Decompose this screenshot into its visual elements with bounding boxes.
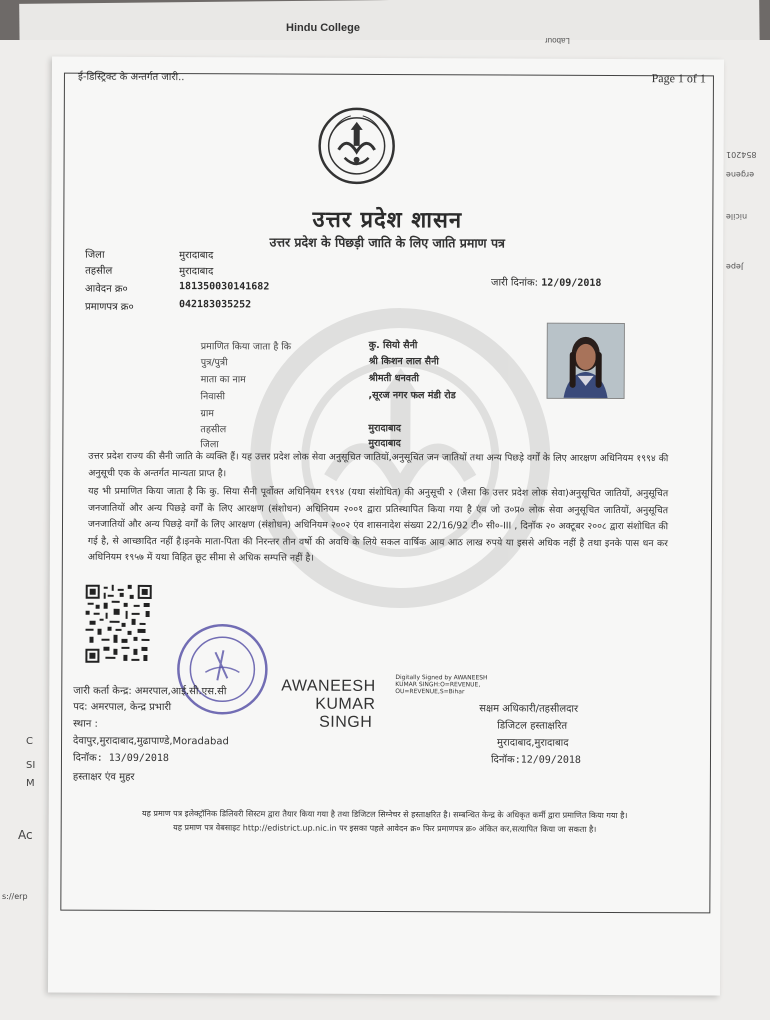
background-college-text: Hindu College — [286, 22, 360, 34]
certificate-subtitle: उत्तर प्रदेश के पिछड़ी जाति के लिए जाति प्रमाण पत्र — [269, 234, 506, 251]
edge-fragment: nicile — [726, 212, 748, 221]
mother-label: माता का नाम — [200, 374, 246, 386]
issuer-designation: पद: अमरपाल, केन्द्र प्रभारी — [73, 701, 172, 714]
digitally-signed-label: डिजिटल हस्ताक्षरित — [497, 720, 568, 732]
page-number: Page 1 of 1 — [651, 71, 706, 86]
certificate-footer — [69, 807, 701, 838]
eligibility-statement: यह भी प्रमाणित किया जाता है कि कु. सिया सैनी पूर्वोक्त अधिनियम १९९४ (यथा संशोधित) की अनुसूची २ (जैसा कि उत्तर प्रदेश लोक सेवा)अनुसूचित जातियों, अनुसूचित जनजातियों और अन्य पिछड़े वर्गों के लिए आरक्षण (संशोधन) अधिनियम २००१ द्वारा प्रतिस्थापित किया गया है एंव जो उ०प्र० लोक सेवा अनुसूचित जातियों, अनुसूचित जनजातियों और अन्य पिछड़े वर्गों के लिए आरक्षण (संशोधन) अधिनियम २००२ एंव शासनादेश संख्या 22/16/92 टी० सी०-III , दिनॉक २० अक्टूबर २००८ द्वारा संशोधित की गई है, से आच्छादित नहीं है।इनके माता-पिता की निरन्तर तीन वर्षो की अवधि के लिये सकल वार्षिक आय आठ लाख रुपये या इससे अधिक नहीं है तथा इनके पास धन कर अधिनियम १९५७ में यथा विहित छूट सीमा से अधिक सम्पत्ति नहीं है। — [87, 485, 669, 564]
district-label: जिला — [85, 249, 105, 261]
signature-and-seal-label: हस्ताक्षर एंव मुहर — [72, 771, 135, 783]
certificate-number: 042183035252 — [178, 299, 252, 311]
competent-officer: सक्षम अधिकारी/तहसीलदार — [479, 703, 579, 715]
issuing-centre: जारी कर्ता केन्द्र: अमरपाल,आई.सी.एस.सी — [73, 685, 227, 698]
caste-certificate — [48, 57, 724, 996]
edge-fragment: Jepe — [726, 262, 744, 271]
edge-fragment: ergene — [726, 170, 755, 179]
applicant-photo — [547, 323, 625, 399]
edge-fragment: C — [26, 736, 33, 747]
officer-location: मुरादाबाद,मुरादाबाद — [497, 737, 569, 749]
issue-date — [491, 274, 601, 288]
background-labour-text: Labour — [545, 36, 570, 45]
tehsil-value: मुरादाबाद — [179, 266, 214, 278]
address: ,सूरज नगर फल मंडी रोड — [368, 389, 456, 402]
up-government-emblem-icon — [316, 106, 396, 186]
person-tehsil-label: तहसील — [200, 424, 227, 436]
edistrict-header: ई-डिस्ट्रिक्ट के अन्तर्गत जारी.. — [77, 71, 185, 84]
resident-label: निवासी — [200, 391, 225, 403]
place-value: देवापुर,मुरादाबाद,मुढापाण्डे,Moradabad — [73, 735, 229, 748]
qr-code — [85, 585, 151, 663]
issuer-date: दिनॉक: 13/09/2018 — [72, 752, 169, 765]
mother-name: श्रीमती धनवती — [368, 372, 419, 385]
person-tehsil-value: मुरादाबाद — [368, 422, 401, 435]
certified-label: प्रमाणित किया जाता है कि — [200, 341, 292, 353]
signer-first-name: AWANEESH — [281, 677, 376, 695]
footer-edelivery-note: यह प्रमाण पत्र इलेक्ट्रॉनिक डिलिवरी सिस्टम द्वारा तैयार किया गया है तथा डिजिटल सिग्नेचर से हस्ताक्षरित है। सम्बन्धित केन्द्र के अधिकृत कर्मी द्वारा प्रमाणित किया गया है। — [141, 808, 628, 821]
edge-fragment: s://erp — [2, 892, 28, 901]
issue-date-label: जारी दिनांक: — [491, 277, 539, 289]
issue-date-value: 12/09/2018 — [541, 277, 602, 289]
edge-fragment: M — [26, 778, 35, 789]
official-round-stamp — [175, 622, 269, 716]
place-label: स्थान : — [73, 718, 98, 730]
person-district-label: जिला — [200, 439, 219, 451]
signer-name — [281, 678, 376, 732]
father-name: श्री किशन लाल सैनी — [368, 355, 439, 368]
caste-statement: उत्तर प्रदेश राज्य की सैनी जाति के व्यक्ति हैं। यह उत्तर प्रदेश लोक सेवा अनुसूचित जातियों,अनुसूचित जन जातियों तथा अन्य पिछड़े वर्गों के लिए आरक्षण अधिनियम १९९४ की अनुसूची एक के अन्तर्गत मान्यता प्राप्त है। — [88, 450, 669, 479]
certificate-title: उत्तर प्रदेश शासन — [312, 207, 463, 234]
application-number-label: आवेदन क्र० — [85, 283, 128, 295]
person-district-value: मुरादाबाद — [368, 437, 401, 450]
edge-fragment: Ac — [18, 828, 33, 842]
tehsil-label: तहसील — [85, 265, 113, 277]
signer-middle-name: KUMAR — [315, 695, 376, 713]
parent-label: पुत्र/पुत्री — [200, 357, 228, 369]
district-value: मुरादाबाद — [179, 250, 214, 262]
edge-fragment: 854201 — [726, 150, 757, 159]
officer-date: दिनॉक:12/09/2018 — [490, 754, 581, 766]
signer-last-name: SINGH — [319, 713, 373, 731]
digital-signature-details: Digitally Signed by AWANEESH KUMAR SINGH:O=REVENUE, OU=REVENUE,S=Bihar — [395, 674, 488, 696]
application-number: 181350030141682 — [179, 281, 270, 293]
person-name: कु. सियो सैनी — [368, 339, 418, 352]
edge-fragment: SI — [26, 760, 36, 771]
certificate-number-label: प्रमाणपत्र क्र० — [84, 301, 134, 313]
footer-verification-note: यह प्रमाण पत्र वेबसाइट http://edistrict.up.nic.in पर इसका पहले आवेदन क्र० फिर प्रमाणपत्र क्र० अंकित कर,सत्यापित किया जा सकता है। — [173, 823, 597, 834]
village-label: ग्राम — [200, 408, 215, 420]
